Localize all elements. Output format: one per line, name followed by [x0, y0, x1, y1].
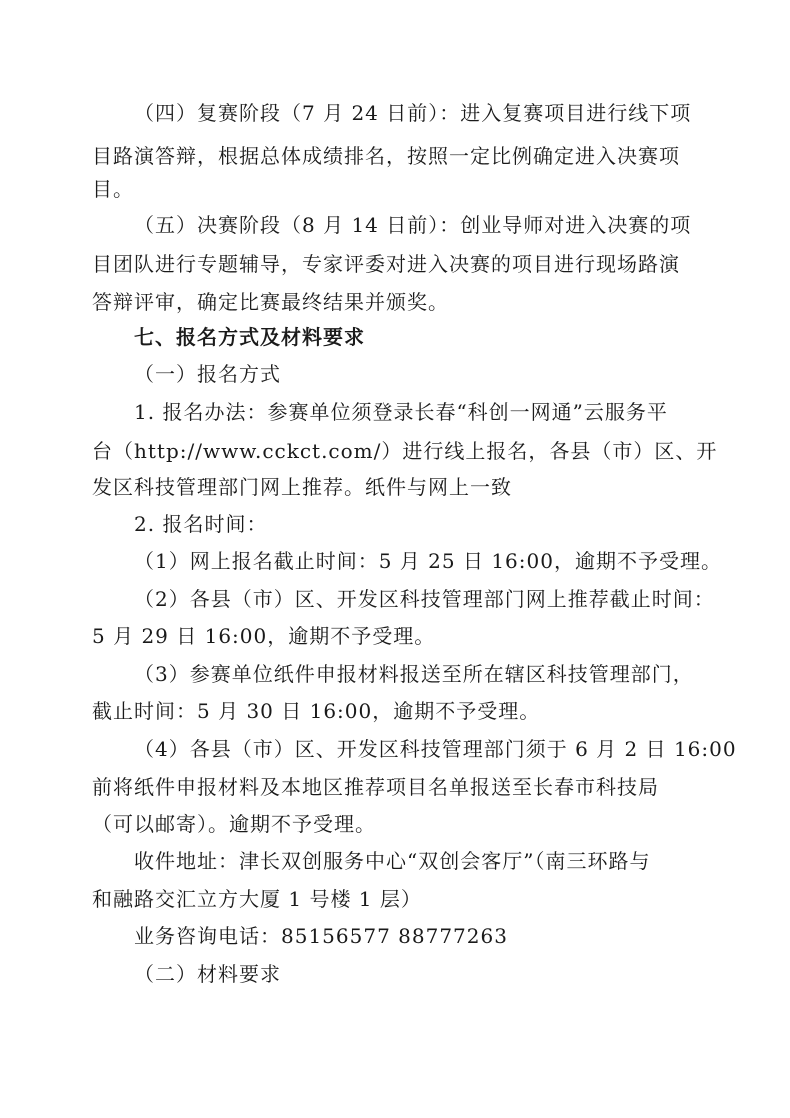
- deadline-3-line-1: （3）参赛单位纸件申报材料报送至所在辖区科技管理部门，: [134, 662, 694, 686]
- deadline-2-line-2: 5 月 29 日 16:00，逾期不予受理。: [92, 624, 436, 648]
- stage-five-line-2: 目团队进行专题辅导，专家评委对进入决赛的项目进行现场路演: [92, 252, 680, 276]
- deadline-1-line: （1）网上报名截止时间：5 月 25 日 16:00，逾期不予受理。: [134, 549, 722, 573]
- stage-five-line-3: 答辩评审，确定比赛最终结果并颁奖。: [92, 290, 449, 314]
- deadline-4-line-2: 前将纸件申报材料及本地区推荐项目名单报送至长春市科技局: [92, 775, 659, 799]
- stage-four-line-2: 目路演答辩，根据总体成绩排名，按照一定比例确定进入决赛项: [92, 144, 680, 168]
- deadline-4-line-1: （4）各县（市）区、开发区科技管理部门须于 6 月 2 日 16:00: [134, 737, 737, 761]
- deadline-3-line-2: 截止时间：5 月 30 日 16:00，逾期不予受理。: [92, 699, 541, 723]
- address-line-1: 收件地址：津长双创服务中心“双创会客厅”（南三环路与: [134, 849, 651, 873]
- address-line-2: 和融路交汇立方大厦 1 号楼 1 层）: [92, 887, 422, 911]
- stage-four-line-3: 目。: [92, 177, 134, 201]
- registration-method-line-1: 1. 报名办法：参赛单位须登录长春“科创一网通”云服务平: [134, 400, 668, 424]
- deadline-2-line-1: （2）各县（市）区、开发区科技管理部门网上推荐截止时间：: [134, 587, 715, 611]
- registration-method-line-2: 台（http://www.cckct.com/）进行线上报名，各县（市）区、开: [92, 439, 718, 463]
- deadline-4-line-3: （可以邮寄）。逾期不予受理。: [92, 812, 376, 836]
- section-seven-heading: 七、报名方式及材料要求: [134, 325, 365, 349]
- registration-method-line-3: 发区科技管理部门网上推荐。纸件与网上一致: [92, 475, 512, 499]
- phone-line: 业务咨询电话：85156577 88777263: [134, 924, 508, 948]
- subsection-two-heading: （二）材料要求: [134, 962, 281, 986]
- stage-five-line-1: （五）决赛阶段（8 月 14 日前）：创业导师对进入决赛的项: [134, 213, 692, 237]
- subsection-one-heading: （一）报名方式: [134, 362, 281, 386]
- stage-four-line-1: （四）复赛阶段（7 月 24 日前）：进入复赛项目进行线下项: [134, 101, 692, 125]
- registration-time-heading: 2. 报名时间：: [134, 512, 268, 536]
